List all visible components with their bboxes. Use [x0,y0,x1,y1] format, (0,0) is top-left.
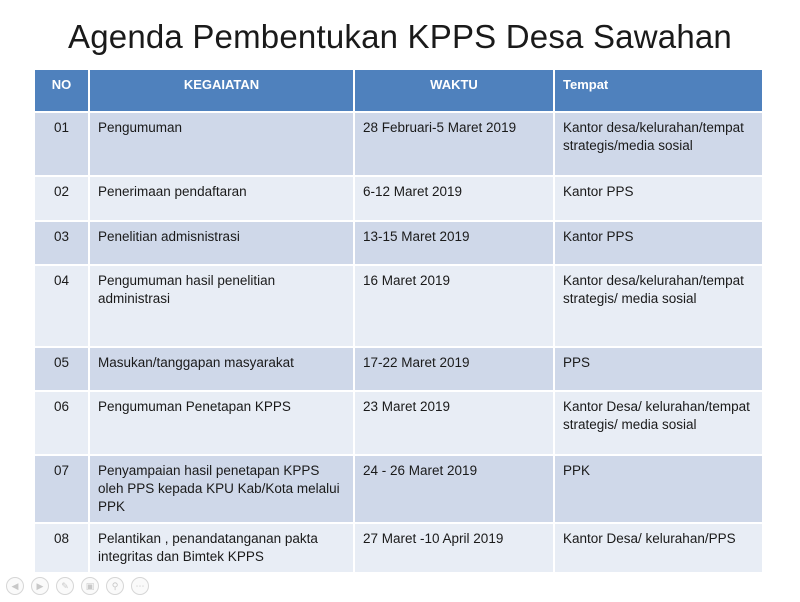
cell-tempat: Kantor Desa/ kelurahan/PPS [554,523,763,573]
cell-kegiatan: Masukan/tanggapan masyarakat [89,347,354,391]
header-kegiatan: KEGAIATAN [89,69,354,112]
header-no: NO [34,69,89,112]
header-tempat: Tempat [554,69,763,112]
cell-kegiatan: Pengumuman Penetapan KPPS [89,391,354,455]
cell-kegiatan: Penerimaan pendaftaran [89,176,354,221]
cell-no: 02 [34,176,89,221]
cell-no: 03 [34,221,89,265]
cell-kegiatan: Penyampaian hasil penetapan KPPS oleh PPS kepada KPU Kab/Kota melalui PPK [89,455,354,523]
slides-icon[interactable]: ▣ [81,577,99,595]
cell-tempat: Kantor Desa/ kelurahan/tempat strategis/ media sosial [554,391,763,455]
cell-no: 05 [34,347,89,391]
cell-kegiatan: Pengumuman [89,112,354,176]
cell-waktu: 13-15 Maret 2019 [354,221,554,265]
cell-tempat: Kantor desa/kelurahan/tempat strategis/media sosial [554,112,763,176]
table-row [34,523,763,573]
prev-icon[interactable]: ◀ [6,577,24,595]
cell-kegiatan: Pengumuman hasil penelitian administrasi [89,265,354,347]
cell-no: 06 [34,391,89,455]
table-row [34,391,763,455]
cell-waktu: 23 Maret 2019 [354,391,554,455]
slide-nav-toolbar [6,576,149,596]
table-row [34,265,763,347]
table-row [34,221,763,265]
cell-no: 04 [34,265,89,347]
agenda-table [33,68,764,574]
page-title: Agenda Pembentukan KPPS Desa Sawahan [68,18,732,55]
table-row [34,176,763,221]
next-icon[interactable]: ▶ [31,577,49,595]
cell-waktu: 27 Maret -10 April 2019 [354,523,554,573]
cell-no: 08 [34,523,89,573]
cell-no: 07 [34,455,89,523]
cell-kegiatan: Penelitian admisnistrasi [89,221,354,265]
table-row [34,112,763,176]
pen-icon[interactable]: ✎ [56,577,74,595]
table-row [34,347,763,391]
cell-tempat: Kantor PPS [554,176,763,221]
cell-waktu: 16 Maret 2019 [354,265,554,347]
cell-waktu: 24 - 26 Maret 2019 [354,455,554,523]
cell-tempat: PPK [554,455,763,523]
cell-waktu: 6-12 Maret 2019 [354,176,554,221]
cell-tempat: Kantor desa/kelurahan/tempat strategis/ media sosial [554,265,763,347]
cell-waktu: 17-22 Maret 2019 [354,347,554,391]
table-header-row [34,69,763,112]
zoom-icon[interactable]: ⚲ [106,577,124,595]
cell-kegiatan: Pelantikan , penandatanganan pakta integritas dan Bimtek KPPS [89,523,354,573]
cell-tempat: Kantor PPS [554,221,763,265]
header-waktu: WAKTU [354,69,554,112]
more-icon[interactable]: ⋯ [131,577,149,595]
cell-waktu: 28 Februari-5 Maret 2019 [354,112,554,176]
cell-no: 01 [34,112,89,176]
table-row [34,455,763,523]
cell-tempat: PPS [554,347,763,391]
